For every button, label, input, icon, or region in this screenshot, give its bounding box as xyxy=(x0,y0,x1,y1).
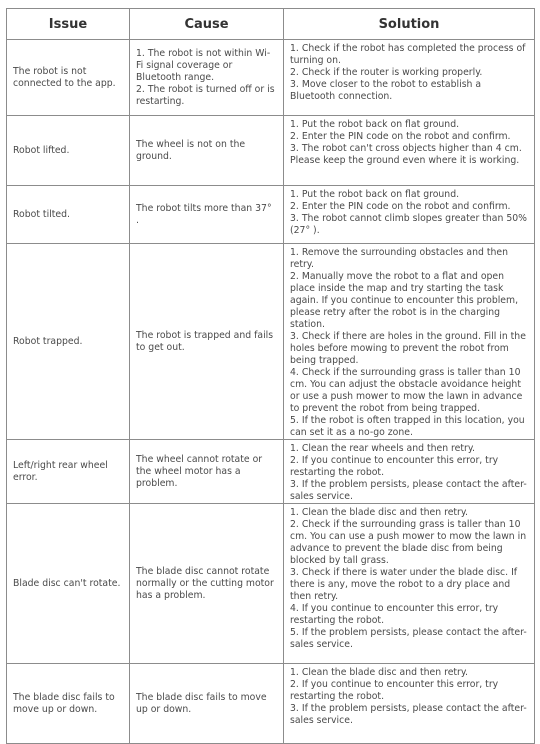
solution-cell xyxy=(284,40,535,116)
solution-step: 1. Clean the rear wheels and then retry. xyxy=(290,443,475,454)
table-row xyxy=(7,664,535,744)
solution-cell xyxy=(284,440,535,504)
cause-cell: The blade disc fails to move up or down. xyxy=(130,664,284,744)
header-issue: Issue xyxy=(7,9,130,40)
solution-step: 1. Check if the robot has completed the process of turning on. xyxy=(290,43,526,66)
solution-step: 2. If you continue to encounter this error, try restarting the robot. xyxy=(290,455,499,478)
issue-cell: Robot tilted. xyxy=(7,186,130,244)
solution-step: 1. Clean the blade disc and then retry. xyxy=(290,667,469,678)
header-solution: Solution xyxy=(284,9,535,40)
solution-step: 1. Clean the blade disc and then retry. xyxy=(290,507,469,518)
issue-cell: The robot is not connected to the app. xyxy=(7,40,130,116)
issue-cell: The blade disc fails to move up or down. xyxy=(7,664,130,744)
issue-cell: Left/right rear wheel error. xyxy=(7,440,130,504)
solution-step: 2. Enter the PIN code on the robot and confirm. xyxy=(290,131,511,142)
cause-cell: The robot is trapped and fails to get out. xyxy=(130,244,284,440)
cause-cell: 1. The robot is not within Wi-Fi signal coverage or Bluetooth range. 2. The robot is turned off or is restarting. xyxy=(130,40,284,116)
solution-step: 2. Enter the PIN code on the robot and confirm. xyxy=(290,201,511,212)
solution-cell xyxy=(284,186,535,244)
table-body xyxy=(7,40,535,744)
issue-cell: Robot lifted. xyxy=(7,116,130,186)
header-cause: Cause xyxy=(130,9,284,40)
table-header-row xyxy=(7,9,535,40)
solution-cell xyxy=(284,244,535,440)
solution-step: 1. Put the robot back on flat ground. xyxy=(290,189,460,200)
table-row xyxy=(7,116,535,186)
solution-step: 3. The robot cannot climb slopes greater than 50% (27° ). xyxy=(290,213,527,236)
solution-step: 3. If the problem persists, please contact the after-sales service. xyxy=(290,703,527,726)
solution-step: 3. Check if there are holes in the ground. Fill in the holes before mowing to prevent the robot from being trapped. xyxy=(290,331,526,366)
solution-step: 5. If the problem persists, please contact the after-sales service. xyxy=(290,627,527,650)
solution-step: 2. If you continue to encounter this error, try restarting the robot. xyxy=(290,679,499,702)
solution-step: 2. Check if the surrounding grass is taller than 10 cm. You can use a push mower to mow the lawn in advance to prevent the blade disc from being blocked by tall grass. xyxy=(290,519,527,566)
solution-step: 1. Remove the surrounding obstacles and then retry. xyxy=(290,247,509,270)
cause-cell: The wheel cannot rotate or the wheel motor has a problem. xyxy=(130,440,284,504)
solution-cell xyxy=(284,664,535,744)
solution-step: 3. Check if there is water under the blade disc. If there is any, move the robot to a dry place and then retry. xyxy=(290,567,518,602)
cause-cell: The robot tilts more than 37° . xyxy=(130,186,284,244)
table-row xyxy=(7,244,535,440)
table-row xyxy=(7,186,535,244)
solution-cell xyxy=(284,116,535,186)
solution-step: 3. Move closer to the robot to establish a Bluetooth connection. xyxy=(290,79,482,102)
solution-step: 1. Put the robot back on flat ground. xyxy=(290,119,460,130)
table-row xyxy=(7,40,535,116)
troubleshooting-table xyxy=(6,8,535,744)
solution-step: 2. Check if the router is working properly. xyxy=(290,67,483,78)
table-row xyxy=(7,504,535,664)
solution-cell xyxy=(284,504,535,664)
cause-cell: The blade disc cannot rotate normally or the cutting motor has a problem. xyxy=(130,504,284,664)
solution-step: 3. The robot can't cross objects higher than 4 cm. Please keep the ground even where it is working. xyxy=(290,143,522,166)
solution-step: 4. Check if the surrounding grass is taller than 10 cm. You can adjust the obstacle avoidance height or use a push mower to mow the lawn in advance to prevent the robot from being trapped. xyxy=(290,367,523,414)
table-row xyxy=(7,440,535,504)
issue-cell: Robot trapped. xyxy=(7,244,130,440)
solution-step: 3. If the problem persists, please contact the after-sales service. xyxy=(290,479,527,502)
solution-step: 2. Manually move the robot to a flat and open place inside the map and try starting the task again. If you continue to encounter this problem, please retry after the robot is in the charging station. xyxy=(290,271,519,330)
solution-step: 4. If you continue to encounter this error, try restarting the robot. xyxy=(290,603,499,626)
issue-cell: Blade disc can't rotate. xyxy=(7,504,130,664)
cause-cell: The wheel is not on the ground. xyxy=(130,116,284,186)
solution-step: 5. If the robot is often trapped in this location, you can set it as a no-go zone. xyxy=(290,415,525,438)
